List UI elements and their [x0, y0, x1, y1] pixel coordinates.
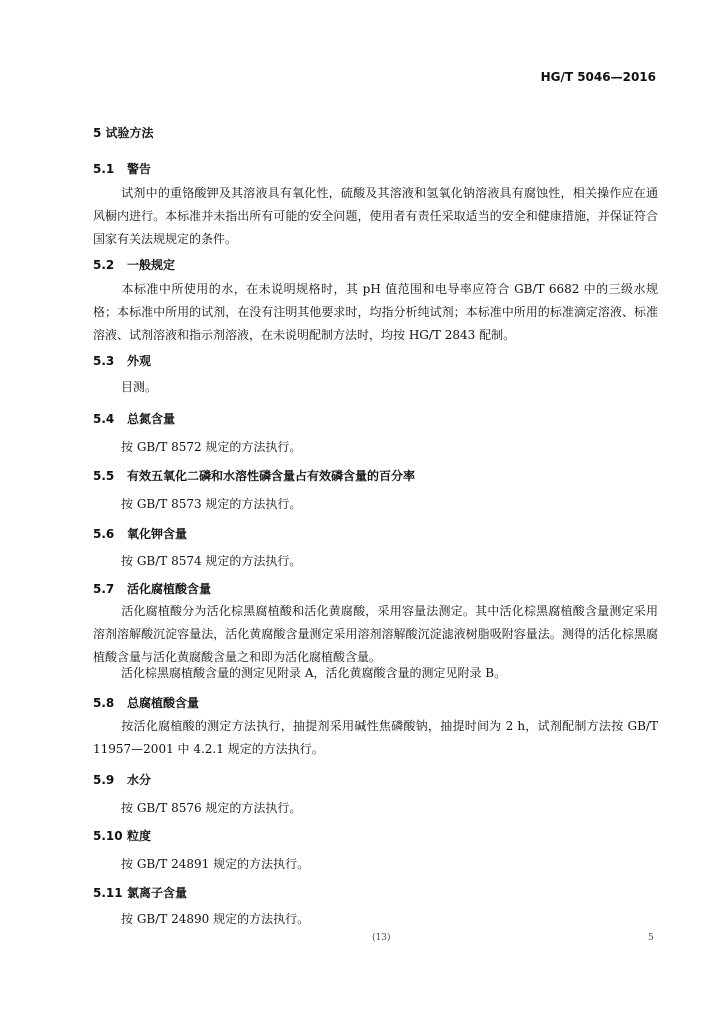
section-title: 5 试验方法: [93, 126, 154, 140]
subsection-title: 警告: [127, 162, 152, 176]
subsection-title: 一般规定: [127, 258, 176, 272]
subsection-number: 5.8: [93, 696, 115, 710]
subsection-heading-5-7: [93, 580, 211, 597]
paragraph-text: 本标准中所使用的水，在未说明规格时，其 pH 值范围和电导率应符合 GB/T 6682 中的三级水规格；本标准中所用的试剂，在没有注明其他要求时，均指分析纯试剂；本标准中所用的标准滴定溶液、标准溶液、试剂溶液和指示剂溶液，在未说明配制方法时，均按 HG/T 2843 配制。: [93, 282, 658, 342]
paragraph-5-1: [93, 182, 658, 251]
paragraph-5-9: 按 GB/T 8576 规定的方法执行。: [121, 801, 302, 815]
standard-code: HG/T 5046—2016: [540, 70, 656, 84]
subsection-heading-5-4: [93, 410, 175, 427]
page-number: (13): [372, 933, 391, 943]
paragraph-5-3: 目测。: [121, 380, 158, 394]
paragraph-5-10: 按 GB/T 24891 规定的方法执行。: [121, 857, 310, 871]
paragraph-5-4: 按 GB/T 8572 规定的方法执行。: [121, 440, 302, 454]
subsection-title: 活化腐植酸含量: [127, 582, 212, 596]
paragraph-text: 活化腐植酸分为活化棕黑腐植酸和活化黄腐酸，采用容量法测定。其中活化棕黑腐植酸含量测定采用溶剂溶解酸沉淀容量法，活化黄腐酸含量测定采用溶剂溶解酸沉淀滤液树脂吸附容量法。测得的活化棕黑腐植酸含量与活化黄腐酸含量之和即为活化腐植酸含量。: [93, 604, 658, 664]
subsection-title: 总腐植酸含量: [127, 696, 200, 710]
subsection-number: 5.7: [93, 582, 115, 596]
subsection-title: 总氮含量: [127, 412, 176, 426]
subsection-heading-5-6: [93, 525, 187, 542]
subsection-number: 5.10: [93, 829, 123, 843]
subsection-number: 5.9: [93, 773, 115, 787]
paragraph-5-7-appendix: 活化棕黑腐植酸含量的测定见附录 A，活化黄腐酸含量的测定见附录 B。: [121, 666, 507, 680]
subsection-number: 5.3: [93, 354, 115, 368]
subsection-number: 5.5: [93, 469, 115, 483]
subsection-number: 5.1: [93, 162, 115, 176]
paragraph-5-7: [93, 600, 658, 669]
subsection-heading-5-11: [93, 884, 187, 901]
subsection-heading-5-3: [93, 352, 151, 369]
paragraph-5-6: 按 GB/T 8574 规定的方法执行。: [121, 554, 302, 568]
subsection-number: 5.2: [93, 258, 115, 272]
subsection-title: 有效五氧化二磷和水溶性磷含量占有效磷含量的百分率: [127, 469, 416, 483]
subsection-heading-5-5: [93, 467, 415, 484]
subsection-heading-5-9: [93, 771, 151, 788]
subsection-heading-5-8: [93, 694, 199, 711]
subsection-number: 5.4: [93, 412, 115, 426]
subsection-title: 外观: [127, 354, 152, 368]
paragraph-text: 按活化腐植酸的测定方法执行，抽提剂采用碱性焦磷酸钠，抽提时间为 2 h，试剂配制方法按 GB/T 11957—2001 中 4.2.1 规定的方法执行。: [93, 719, 658, 756]
paragraph-5-11: 按 GB/T 24890 规定的方法执行。: [121, 912, 310, 926]
subsection-title: 氧化钾含量: [127, 527, 188, 541]
paragraph-5-5: 按 GB/T 8573 规定的方法执行。: [121, 497, 302, 511]
subsection-heading-5-1: [93, 160, 151, 177]
subsection-number: 5.6: [93, 527, 115, 541]
paragraph-5-8: [93, 715, 658, 761]
subsection-title: 水分: [127, 773, 152, 787]
corner-mark: 5: [648, 933, 654, 943]
subsection-heading-5-10: [93, 827, 151, 844]
subsection-number: 5.11: [93, 886, 123, 900]
subsection-title: 粒度: [127, 829, 152, 843]
paragraph-5-2: [93, 278, 658, 347]
subsection-heading-5-2: [93, 256, 175, 273]
paragraph-text: 试剂中的重铬酸钾及其溶液具有氧化性，硫酸及其溶液和氢氧化钠溶液具有腐蚀性，相关操作应在通风橱内进行。本标准并未指出所有可能的安全问题，使用者有责任采取适当的安全和健康措施，并保证符合国家有关法规规定的条件。: [93, 186, 658, 246]
subsection-title: 氯离子含量: [127, 886, 188, 900]
